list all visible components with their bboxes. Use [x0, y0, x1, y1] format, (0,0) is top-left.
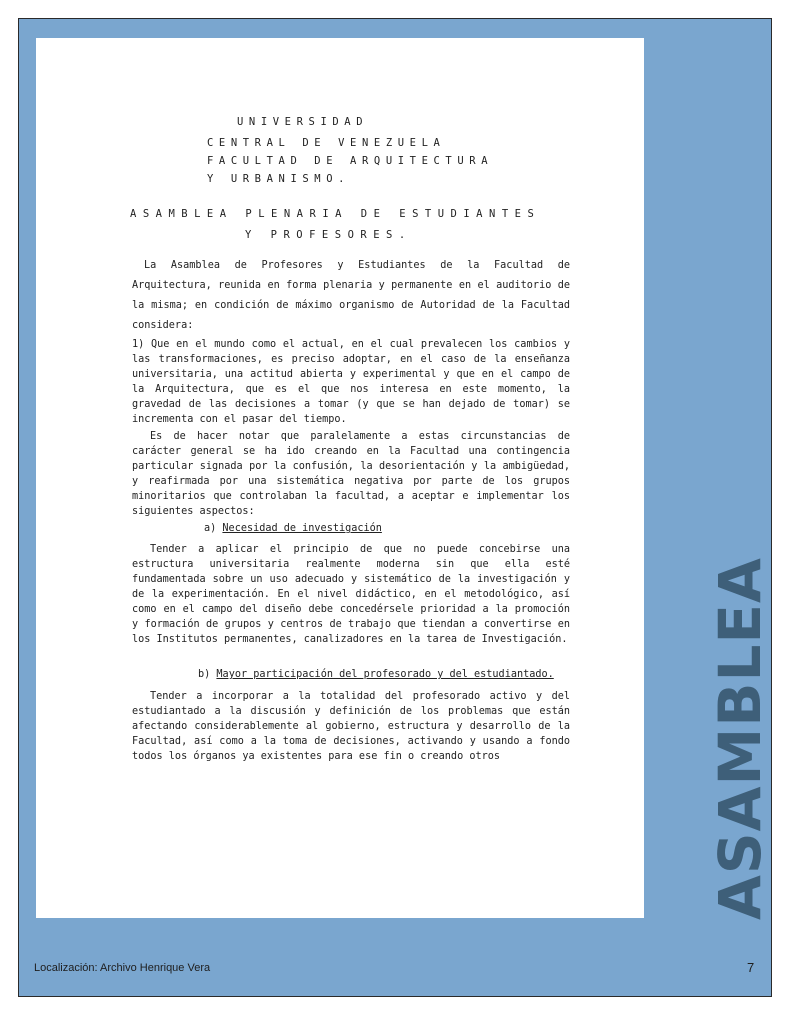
header-university: UNIVERSIDAD: [237, 116, 369, 128]
subheading-b: [198, 669, 554, 680]
side-label-asamblea: ASAMBLEA: [706, 557, 774, 920]
point-1-paragraph: 1) Que en el mundo como el actual, en el cual prevalecen los cambios y las transformaciones, es preciso adoptar, en el caso de la enseñanza universitaria, una actitud abierta y experimental y que en el campo de la Arquitectura, que es el que nos interesa en este momento, la gravedad de las decisiones a tomar (y que se han dejado de tomar) se incrementa con el pasar del tiempo.: [132, 339, 570, 425]
subheading-a-marker: a): [204, 523, 217, 534]
subheading-a-title: Necesidad de investigación: [222, 523, 382, 534]
intro-paragraph: La Asamblea de Profesores y Estudiantes de la Facultad de Arquitectura, reunida en forma plenaria y permanente en el auditorio de la misma; en condición de máximo organismo de Autoridad de la Facultad considera:: [132, 260, 570, 331]
subheading-b-marker: b): [198, 669, 211, 680]
subsection-b-paragraph: Tender a incorporar a la totalidad del profesorado activo y del estudiantado a la discusión y definición de los problemas que están afectando considerablemente al gobierno, estructura y desarrollo de la Facultad, así como a la toma de decisiones, activando y usando a fondo todos los órganos ya existentes para ese fin o creando otros: [132, 691, 570, 762]
document-title: ASAMBLEA PLENARIA DE ESTUDIANTES: [130, 208, 541, 220]
header-central: CENTRAL DE VENEZUELA: [207, 137, 446, 149]
page-number: 7: [747, 960, 755, 975]
document-title-line2: Y PROFESORES.: [245, 229, 412, 241]
footer-location: Localización: Archivo Henrique Vera: [34, 962, 211, 974]
point-1-continuation: Es de hacer notar que paralelamente a estas circunstancias de carácter general se ha ido creando en la Facultad una contingencia particular signada por la confusión, la desorientación y la ambigüedad, y reafirmada por una sistemática negativa por parte de los grupos minoritarios que controlaban la facultad, a aceptar e implementar los siguientes aspectos:: [132, 431, 570, 517]
header-urbanism: Y URBANISMO.: [207, 173, 351, 185]
subheading-a: [204, 523, 382, 534]
subheading-b-title: Mayor participación del profesorado y del estudiantado.: [216, 669, 554, 680]
subsection-a-paragraph: Tender a aplicar el principio de que no puede concebirse una estructura universitaria realmente moderna sin que ella esté fundamentada sobre un uso adecuado y sistemático de la investigación y de la experimentación. En el nivel didáctico, en el metodológico, así como en el campo del diseño debe concedérsele prioridad a la promoción y formación de grupos y centros de trabajo que tiendan a convertirse en los Institutos permanentes, canalizadores en la tarea de Investigación.: [132, 544, 570, 645]
header-faculty: FACULTAD DE ARQUITECTURA: [207, 155, 494, 167]
